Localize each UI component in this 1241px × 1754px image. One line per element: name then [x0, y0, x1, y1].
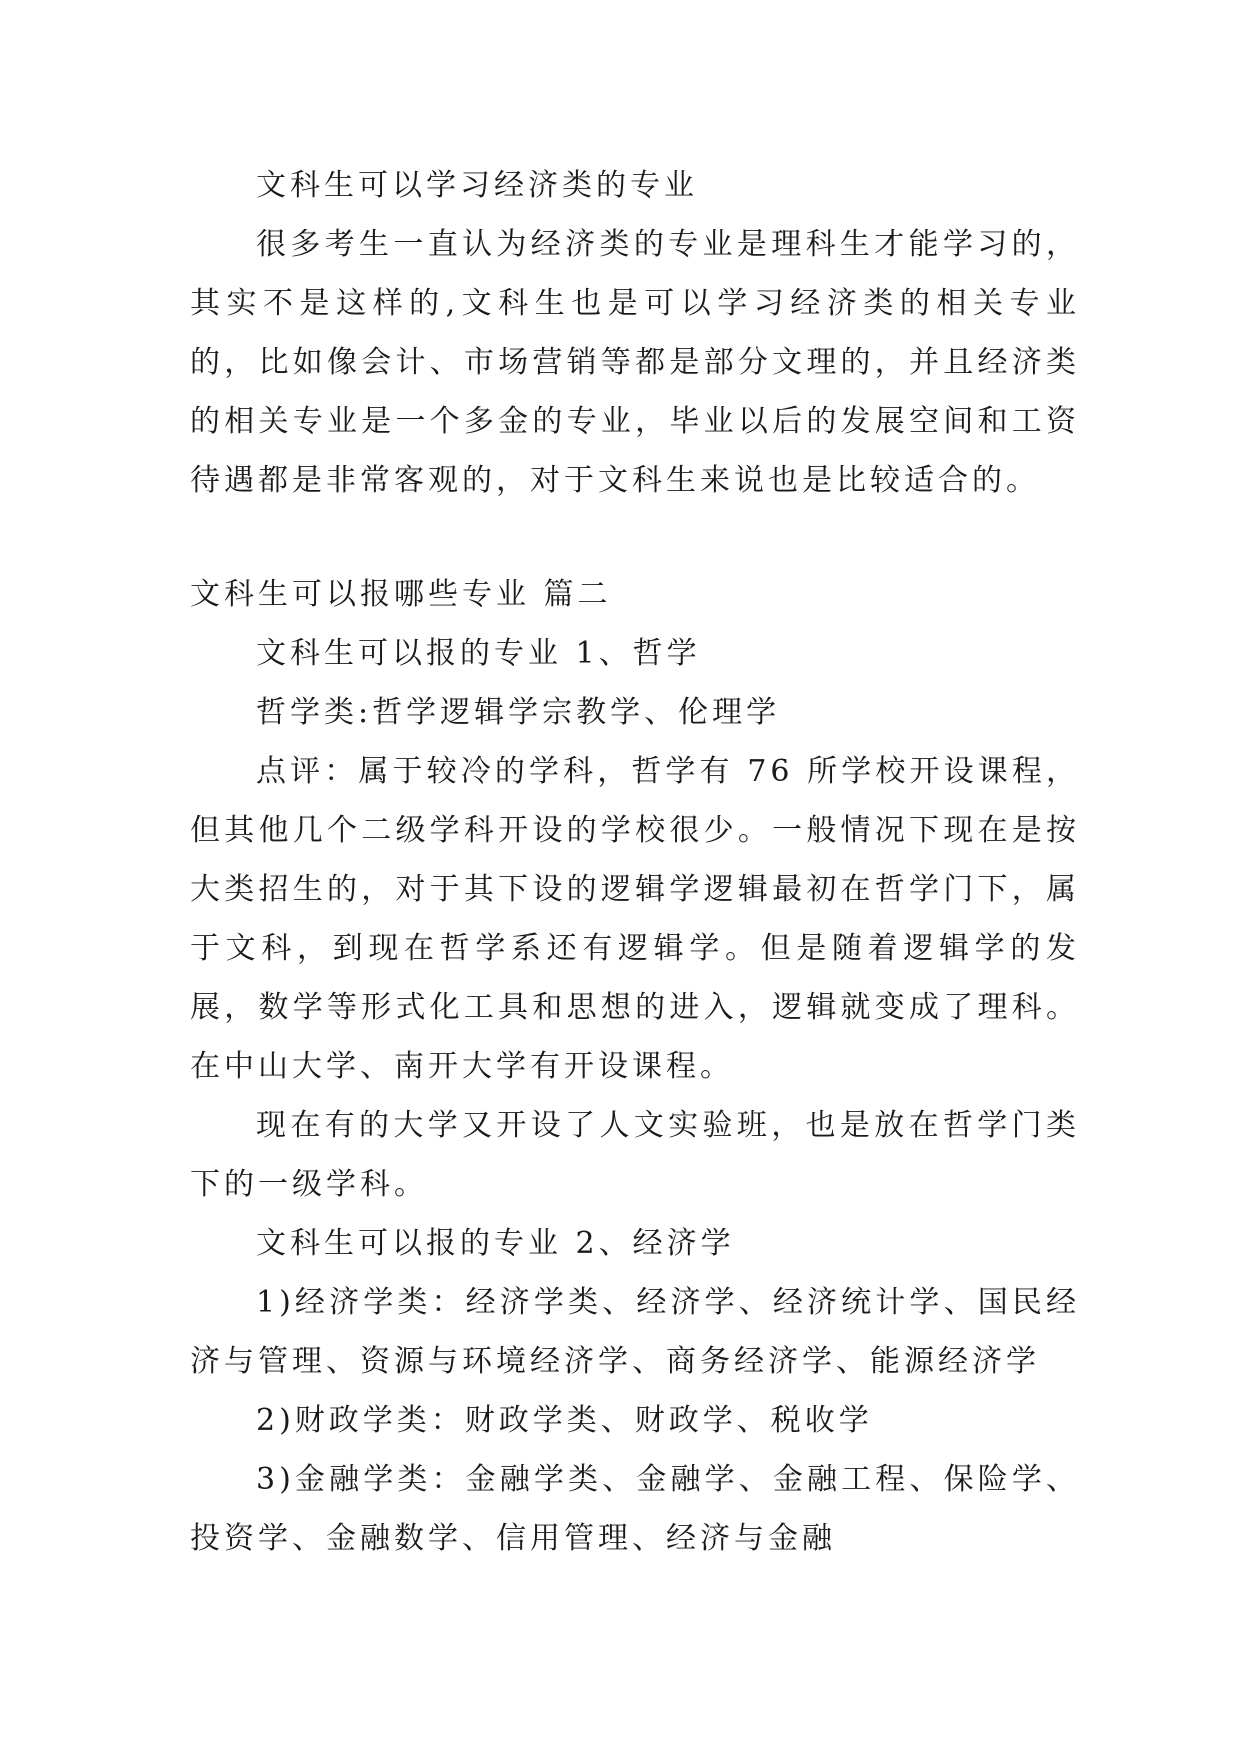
major-item-economics: 文科生可以报的专业 2、经济学: [256, 1226, 735, 1261]
section-economics-intro: [190, 156, 1080, 510]
finance-category: 2)财政学类：财政学类、财政学、税收学: [256, 1403, 873, 1438]
philosophy-category: 哲学类:哲学逻辑学宗教学、伦理学: [256, 695, 781, 730]
section-majors-list: [190, 565, 1080, 1568]
section-heading: 文科生可以报哪些专业 篇二: [190, 577, 612, 612]
body-paragraph: 很多考生一直认为经济类的专业是理科生才能学习的，其实不是这样的,文科生也是可以学习经济类的相关专业的，比如像会计、市场营销等都是部分文理的，并且经济类的相关专业是一个多金的专业，毕业以后的发展空间和工资待遇都是非常客观的，对于文科生来说也是比较适合的。: [190, 227, 1080, 498]
economics-category: 1)经济学类：经济学类、经济学、经济统计学、国民经济与管理、资源与环境经济学、商务经济学、能源经济学: [190, 1285, 1080, 1379]
banking-category: 3)金融学类：金融学类、金融学、金融工程、保险学、投资学、金融数学、信用管理、经济与金融: [190, 1462, 1080, 1556]
philosophy-comment: 点评：属于较冷的学科，哲学有 76 所学校开设课程，但其他几个二级学科开设的学校很少。一般情况下现在是按大类招生的，对于其下设的逻辑学逻辑最初在哲学门下，属于文科，到现在哲学系还有逻辑学。但是随着逻辑学的发展，数学等形式化工具和思想的进入，逻辑就变成了理科。在中山大学、南开大学有开设课程。: [190, 754, 1080, 1084]
humanities-class-note: 现在有的大学又开设了人文实验班，也是放在哲学门类下的一级学科。: [190, 1108, 1080, 1202]
section-title: 文科生可以学习经济类的专业: [256, 168, 698, 203]
major-item-philosophy: 文科生可以报的专业 1、哲学: [256, 636, 701, 671]
